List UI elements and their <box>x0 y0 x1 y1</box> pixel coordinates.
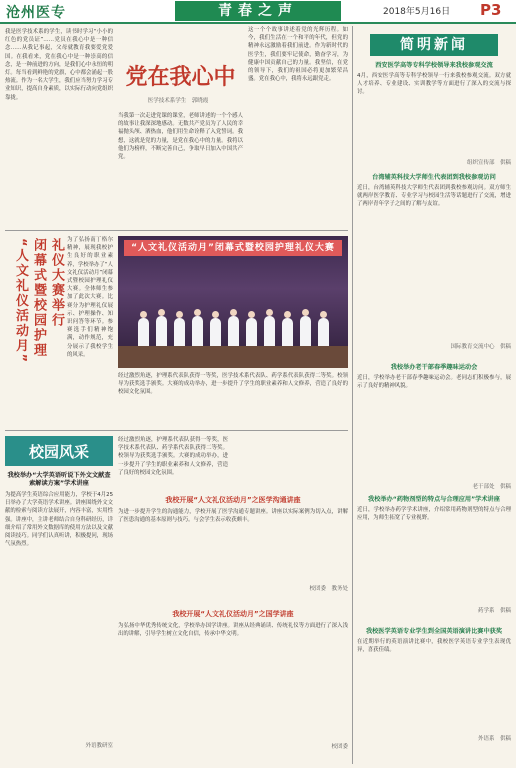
news-title: 西安医学高等专科学校领导来我校参观交流 <box>375 62 493 69</box>
continued-text: 经过激烈角逐，护理系代表队获得一等奖，医学技术系代表队、药学系代表队获得二等奖。校领导为获奖选手颁奖。大赛的成功举办，进一步提升了学生的职业素养和人文修养，营造了良好的校园文化氛围。 <box>118 437 228 476</box>
campus-section-label-box <box>5 436 113 466</box>
news-author: 外语系 供稿 <box>477 736 511 742</box>
news-item <box>357 496 511 628</box>
feature-body-mid: 当我第一次走进党课的课堂，老师讲述的一个个感人的故事让我深深地感动。无数共产党员为了人民的幸福抛头颅、洒热血，他们用生命诠释了入党誓词。我想，这就是党的力量，是党在我心中的力量。我将以他们为榜样，不断完善自己，争取早日加入中国共产党。 <box>118 113 243 161</box>
news-body: 近日，学校举办老干部春季趣味运动会。老同志们积极参与，展示了良好的精神风貌。 <box>357 375 511 390</box>
news-title: 我校举办“药物剂型的特点与合理应用”学术讲座 <box>368 496 500 503</box>
news-author: 组织宣传部 供稿 <box>466 160 511 166</box>
paper-name: 沧州医专 <box>6 5 66 21</box>
feature-body-left: 我是医学技术系的学生，读书时学习“小小的红色的党员证”……党员在我心中是一种信念……从我记事起，父母就教育我要爱党爱国。在我看来，党在我心中是一种崇高的信念，是一种前进的方向，是我们心中永恒的明灯。每当看到鲜艳的党旗，心中都会涌起一股热流。作为一名大学生，我们应当努力学习专业知识，提高自身素质，以实际行动向党组织靠拢。 <box>5 29 113 101</box>
news-section-label: 简明新闻 <box>370 34 498 56</box>
news-body: 在近期举行的英语演讲比赛中，我校医学英语专业学生表现优异，喜获佳绩。 <box>357 639 511 654</box>
divider <box>5 230 348 231</box>
news-item <box>357 174 511 364</box>
stage-banner: “人文礼仪活动月”闭幕式暨校园护理礼仪大赛 <box>124 240 342 256</box>
campus-article-2 <box>118 496 348 606</box>
feature-byline: 医学技术系学生 郭晓霞 <box>147 98 209 104</box>
news-body: 近日，台湾辅英科技大学师生代表团到我校参观访问。双方师生就两岸医学教育、专业学习与校园生活等话题进行了交流，增进了两岸青年学子之间的了解与友谊。 <box>357 185 511 208</box>
article-author: 校团委 <box>331 744 348 750</box>
page-number: P3 <box>480 1 502 19</box>
article-body: 为进一步提升学生的沟通能力，学校开展了医学沟通专题讲座。讲座以实际案例为切入点，讲解了医患沟通的基本原则与技巧。与会学生表示收获颇丰。 <box>118 509 348 524</box>
news-item <box>357 62 511 174</box>
vertical-headline-line1: “人文礼仪活动月” <box>13 238 28 365</box>
news-title: 我校举办老干部春季趣味运动会 <box>390 364 478 371</box>
news-author: 老干部处 供稿 <box>472 484 511 490</box>
vertical-headline-line2: 闭幕式暨校园护理 <box>31 238 46 358</box>
article-title: 我校开展“人文礼仪活动月”之国学讲座 <box>172 610 294 618</box>
news-item <box>357 364 511 496</box>
campus-article-3 <box>118 610 348 764</box>
news-body: 4月，西安医学高等专科学校领导一行来我校参观交流。双方就人才培养、专业建设、实训教学等方面进行了深入的交流与探讨。 <box>357 73 511 96</box>
vertical-headline-body: 为了弘扬南丁格尔精神，展现我校护生良好的职业素养，学校举办了“人文礼仪活动月”闭幕式暨校园护理礼仪大赛。全体师生参加了此次大赛。比赛分为护理礼仪展示、护理操作、知识问答等环节。参赛选手们精神饱满，动作规范，充分展示了我校学生的风采。 <box>67 237 113 358</box>
news-item <box>357 628 511 756</box>
campus-section-label: 校园风采 <box>28 443 89 461</box>
stage-floor <box>118 346 348 368</box>
news-title: 台湾辅英科技大学师生代表团到我校参观访问 <box>372 174 496 181</box>
news-author: 药学系 供稿 <box>477 608 511 614</box>
feature-title: 党在我心中 <box>125 65 236 90</box>
news-list <box>357 62 511 762</box>
news-body: 近日，学校举办药学学术讲座，介绍常用药物剂型的特点与合理应用，为师生拓宽了专业视野。 <box>357 507 511 522</box>
article-author: 校团委 教务处 <box>309 586 348 592</box>
campus-article-1 <box>5 472 113 764</box>
vertical-headline-block <box>5 236 113 426</box>
photo-caption-body: 经过激烈角逐，护理系代表队获得一等奖，医学技术系代表队、药学系代表队获得二等奖。校领导为获奖选手颁奖。大赛的成功举办，进一步提升了学生的职业素养和人文修养，营造了良好的校园文化氛围。 <box>118 373 348 396</box>
article-author: 外语教研室 <box>85 743 113 749</box>
article-body: 为提高学生英语综合应用能力，学校于4月25日举办了大学英语学术讲座。讲座围绕外文文献的检索与阅读方法展开，内容丰富，实用性强。讲座中，主讲老师结合自身科研经历，详细介绍了常用外文数据库的使用方法以及文献阅读技巧。同学们认真听讲，积极提问，现场气氛热烈。 <box>5 492 113 548</box>
stage-photo <box>118 236 348 368</box>
feature-body-right: 这一个个故事讲述着党的光辉历程。如今，我们生活在一个和平的年代，但党的精神永远激励着我们前进。作为新时代的医学生，我们要牢记使命，勤奋学习，为健康中国贡献自己的力量。我坚信，在党的领导下，我们的祖国必将更加繁荣昌盛。党在我心中，我将永远跟党走。 <box>248 27 348 83</box>
divider <box>5 430 348 431</box>
issue-date: 2018年5月16日 <box>383 7 451 17</box>
section-title: 青春之声 <box>175 1 341 21</box>
news-author: 国际教育交流中心 供稿 <box>450 344 511 350</box>
news-title: 我校医学英语专业学生到全国英语演讲比赛中获奖 <box>365 628 503 635</box>
article-body: 为弘扬中华优秀传统文化，学校举办国学讲座。讲座从经典诵读、传统礼仪等方面进行了深入浅出的讲解，引导学生树立文化自信，传承中华文明。 <box>118 623 348 638</box>
article-title: 我校开展“人文礼仪活动月”之医学沟通讲座 <box>165 496 301 504</box>
vertical-headline-line3: 礼仪大赛举行 <box>49 238 64 328</box>
article-title: 我校举办“大学英语听说下外文文献查索解读方案”学术讲座 <box>7 472 111 487</box>
column-divider <box>352 26 353 764</box>
